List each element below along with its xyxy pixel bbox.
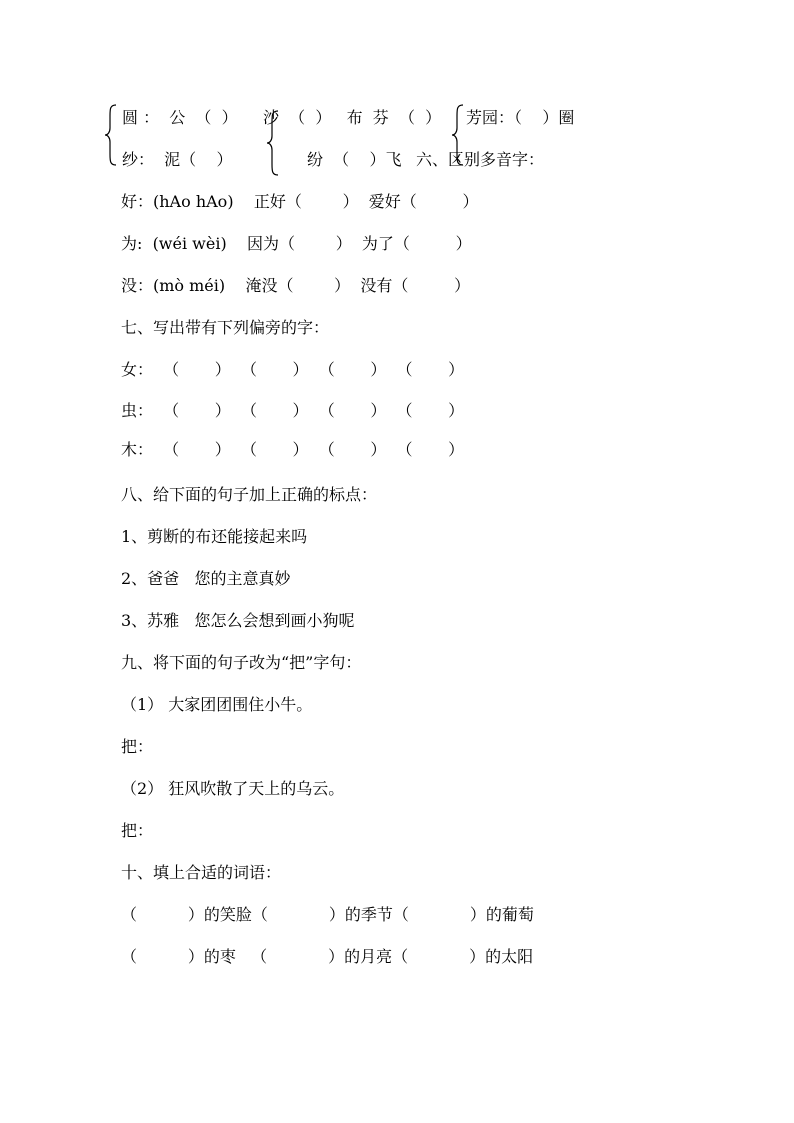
punctuation-item-1: 1、剪断的布还能接起来吗 — [121, 527, 308, 546]
ba-answer-2: 把： — [121, 821, 154, 840]
radical-row-nv: 女： （ ） （ ） （ ） （ ） — [121, 360, 465, 379]
section7-heading: 七、写出带有下列偏旁的字： — [121, 318, 330, 337]
radical-row-mu: 木： （ ） （ ） （ ） （ ） — [121, 440, 465, 459]
polyphone-mo: 没：(mò méi) 淹没（ ） 没有（ ） — [121, 276, 471, 295]
punctuation-item-2: 2、爸爸 您的主意真妙 — [121, 569, 291, 588]
fill-words-row-1: （ ）的笑脸（ ）的季节（ ）的葡萄 — [121, 905, 534, 924]
row1-col1: 圆 ： 公 （ ） — [122, 108, 238, 127]
punctuation-item-3: 3、苏雅 您怎么会想到画小狗呢 — [121, 611, 355, 630]
ba-sentence-2: （2） 狂风吹散了天上的乌云。 — [121, 779, 345, 798]
row1-col3: 芳园：（ ）圈 — [466, 108, 575, 127]
row2-col2: 纷 （ ）飞 — [307, 150, 402, 169]
polyphone-hao: 好：(hAo hAo) 正好（ ） 爱好（ ） — [121, 192, 479, 211]
radical-row-chong: 虫： （ ） （ ） （ ） （ ） — [121, 401, 465, 420]
polyphone-wei: 为: (wéi wèi) 因为（ ） 为了（ ） — [121, 234, 472, 253]
section6-heading: 六、区别多音字： — [416, 150, 545, 169]
ba-sentence-1: （1） 大家团团围住小牛。 — [121, 695, 313, 714]
section9-heading: 九、将下面的句子改为“把”字句： — [121, 653, 362, 672]
ba-answer-1: 把： — [121, 737, 154, 756]
fill-words-row-2: （ ）的枣 （ ）的月亮（ ）的太阳 — [121, 947, 534, 966]
middle-brace — [266, 110, 280, 176]
section8-heading: 八、给下面的句子加上正确的标点： — [121, 485, 378, 504]
row2-col1: 纱： 泥（ ） — [122, 150, 233, 169]
left-brace — [104, 104, 118, 166]
section10-heading: 十、填上合适的词语： — [121, 863, 282, 882]
row1-col2: 沙 （ ） 布 芬 （ ） — [263, 108, 442, 127]
